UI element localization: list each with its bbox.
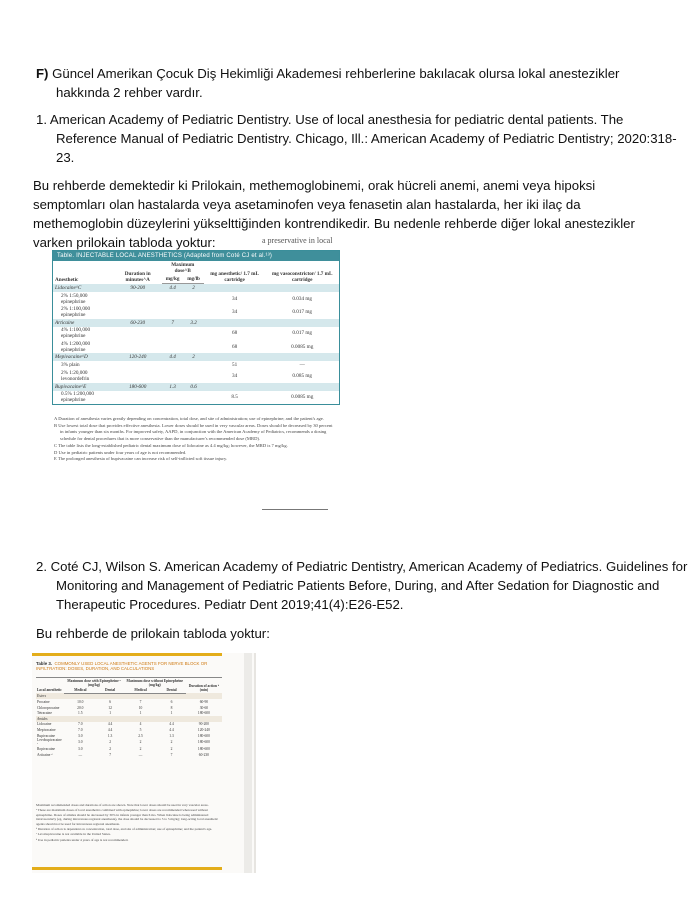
table-cell xyxy=(114,370,162,383)
cut-off-text: a preservative in local xyxy=(262,236,333,245)
accent-bar-bottom xyxy=(32,867,222,870)
col-medical-2: Medical xyxy=(124,687,158,693)
table-2-title xyxy=(36,661,222,672)
table-cell: 180-600 xyxy=(114,383,162,391)
table-cell: 2% 1:100,000 epinephrine xyxy=(61,305,91,318)
table-cell: Amides xyxy=(36,716,64,722)
table-cell: 7 xyxy=(139,700,142,704)
table-cell xyxy=(183,391,203,404)
table-cell: 120-240 xyxy=(114,353,162,361)
table-cell xyxy=(265,383,339,391)
table-cell: 7 xyxy=(162,319,184,327)
table-cell: 7 xyxy=(109,752,111,757)
table-cell: 2 xyxy=(170,747,173,752)
local-anesthetic-agents-table xyxy=(36,677,222,758)
table-cell: 7 xyxy=(170,752,173,757)
table-cell xyxy=(183,292,203,305)
table-cell xyxy=(183,370,203,383)
table-cell: 3.0 xyxy=(78,733,83,738)
table-cell: 20.0 xyxy=(77,705,84,710)
table-cell: 34 xyxy=(231,373,238,380)
col-dental-2: Dental xyxy=(157,687,185,693)
table-row xyxy=(53,305,339,318)
table-row xyxy=(53,361,339,369)
table-cell: 1.3 xyxy=(107,733,113,738)
table-cell xyxy=(162,361,184,369)
footnote: B Use lowest total dose that provides effective anesthesia. Lower doses should be used in very vascular areas. Doses should be decreased by 30 percent in infants younger than six months. For improved safety, AAPD, in conjunction with the American Academy of Pediatrics, recommends a dosing schedule for dental procedures that is more conservative than the manufacturer's recommended dose (MRD). xyxy=(54,422,333,441)
table-cell: 2 xyxy=(109,740,111,745)
table-cell: 0.085 mg xyxy=(292,373,313,380)
table-cell: 4.4 xyxy=(169,722,174,727)
col-with-epinephrine: Maximum dose with Epinephrine ᵃ (mg/kg) xyxy=(64,678,124,688)
table-row xyxy=(53,391,339,404)
footnote: ᵃ These are maximum doses of local anesthetics combined with epinephrine; lower doses are recommended when used without epinephrine. Doses of amides should be decreased by 30% in infants younger than 6 mo. When lidocaine is being administered intravascularly (eg, during intravenous regional anesthesia), the dose should be decreased to 3 to 5 mg/kg; long-acting local anesthetic agents should not be used for intravenous regional anesthesia. xyxy=(36,808,219,826)
table-cell: Lidocaine^C xyxy=(53,284,114,293)
table-row xyxy=(36,738,222,746)
explanation-1: Bu rehberde demektedir ki Prilokain, methemoglobinemi, orak hücreli anemi, anemi veya hipoksi semptomları olan hastalarda veya asetaminofen veya fenasetin alan hastalarda, her iki ilaç da methemoglobin düzeylerini yükselttiğinden kontrendikedir. Bu nedenle rehberde diğer lokal anestezikler varken prilokain tabloda yoktur: xyxy=(33,178,635,250)
table-row xyxy=(36,752,222,758)
table-cell xyxy=(114,327,162,340)
table-cell: 60-230 xyxy=(114,319,162,327)
col-without-epinephrine: Maximum dose without Epinephrine (mg/kg) xyxy=(124,678,186,688)
table-cell xyxy=(162,327,184,340)
col-mg-anesthetic: mg anesthetic/ 1.7 mL cartridge xyxy=(210,270,259,283)
table-cell: 30-60 xyxy=(199,705,209,710)
table-cell: 2% 1:20,000 levonordefrin xyxy=(61,370,90,383)
table-cell: 4.4 xyxy=(169,727,174,732)
table-cell xyxy=(162,391,184,404)
table-cell: 0.017 mg xyxy=(292,330,313,337)
table-cell: 180-600 xyxy=(197,711,210,716)
table-row xyxy=(53,370,339,383)
table-cell: 2 xyxy=(170,740,173,745)
table-2-number: Table 3. xyxy=(36,661,53,666)
table-cell: 7.0 xyxy=(78,722,83,727)
table-cell: 0.5% 1:200,000 epinephrine xyxy=(61,391,94,404)
col-duration-action: Duration of action ᵇ (min) xyxy=(186,678,222,694)
col-medical-1: Medical xyxy=(64,687,96,693)
table-cell xyxy=(114,292,162,305)
table-cell: 4.4 xyxy=(107,727,113,732)
table-cell: 1.3 xyxy=(162,383,184,391)
table-cell: 0.0085 mg xyxy=(291,343,314,350)
col-anesthetic: Anesthetic xyxy=(55,276,79,283)
table-cell: 0.034 mg xyxy=(292,295,313,302)
col-mg-lb: mg/lb xyxy=(183,275,203,284)
table-row xyxy=(53,292,339,305)
table-cell: 4 xyxy=(139,722,142,727)
table-cell xyxy=(265,319,339,327)
table-cell: 34 xyxy=(231,295,238,302)
table-cell: Mepivacaine^D xyxy=(53,353,114,361)
explanation-2: Bu rehberde de prilokain tabloda yoktur: xyxy=(36,626,270,641)
col-dental-1: Dental xyxy=(96,687,123,693)
table-cell: 90-200 xyxy=(198,722,209,727)
table-cell: 6 xyxy=(170,700,173,704)
footnote: E The prolonged anesthesia of bupivacaine can increase risk of self-inflicted soft tissue injury. xyxy=(54,456,228,462)
table-cell: Articaine ᵈ xyxy=(37,752,53,757)
table-2-image xyxy=(32,653,254,873)
table-cell: 2.5 xyxy=(138,733,143,738)
col-mg-vasoconstrictor: mg vasoconstrictor/ 1.7 mL cartridge xyxy=(271,270,333,283)
table-cell: 4.4 xyxy=(107,722,113,727)
table-cell: 6 xyxy=(109,700,111,704)
table-cell: 7.0 xyxy=(78,727,83,732)
table-cell xyxy=(183,340,203,353)
table-cell: — xyxy=(299,362,305,369)
table-cell xyxy=(162,305,184,318)
table-cell: 5 xyxy=(139,727,142,732)
table-cell: 60-230 xyxy=(198,752,209,757)
page-edge xyxy=(244,653,252,873)
table-cell: 2 xyxy=(183,284,203,293)
table-cell: 1.3 xyxy=(169,733,174,738)
section-f-label: F) xyxy=(36,66,49,81)
table-cell: — xyxy=(78,752,83,757)
table-cell: Bupivacaine xyxy=(37,733,55,738)
table-cell: 180-600 xyxy=(197,740,210,745)
footnote: A Duration of anesthesia varies greatly depending on concentration, total dose, and site of administration; use of epinephrine; and the patient's age. xyxy=(54,416,324,421)
section-f-text: Güncel Amerikan Çocuk Diş Hekimliği Akademesi rehberlerine bakılacak olursa lokal anestezikler hakkında 2 rehber vardır. xyxy=(48,66,620,100)
table-1-notes xyxy=(54,416,336,463)
table-cell: 60-90 xyxy=(199,700,209,704)
col-duration: Duration in minutes^A xyxy=(124,270,151,283)
reference-2: 2. Coté CJ, Wilson S. American Academy of Pediatric Dentistry, American Academy of Pediatrics. Guidelines for Monitoring and Management of Pediatric Patients Before, During, and After Sedation for Diagnostic and Therapeutic Procedures. Pediatr Dent 2019;41(4):E26-E52. xyxy=(36,559,688,612)
footnote: ᵇ Duration of action is dependent on concentration, total dose, and site of administration; use of epinephrine; and the patient's age. xyxy=(36,827,213,832)
table-cell: Bupivacaine^E xyxy=(53,383,114,391)
table-row xyxy=(53,353,339,361)
table-cell: 2 xyxy=(139,747,142,752)
table-cell: 3.0 xyxy=(78,747,83,752)
table-cell: 8.5 xyxy=(231,394,238,401)
table-cell: Levobupivacaine ᶜ xyxy=(37,738,62,747)
table-cell xyxy=(183,361,203,369)
table-cell xyxy=(162,370,184,383)
footnote: D Use in pediatric patients under four years of age is not recommended. xyxy=(54,449,187,455)
table-cell xyxy=(162,340,184,353)
table-cell: 68 xyxy=(231,343,238,350)
table-cell: 3% plain xyxy=(61,362,80,369)
table-cell: Lidocaine xyxy=(37,722,52,727)
table-cell xyxy=(204,353,266,361)
table-cell xyxy=(183,327,203,340)
table-cell: 10.0 xyxy=(77,700,84,704)
table-cell: 4% 1:100,000 epinephrine xyxy=(61,327,91,340)
table-cell: 4.4 xyxy=(162,284,184,293)
table-cell: 12 xyxy=(108,705,112,710)
table-cell: 10 xyxy=(138,705,143,710)
table-cell: Procaine xyxy=(37,700,50,704)
col-max-dose: Maximum dose^B xyxy=(171,262,195,274)
table-cell: 2 xyxy=(139,740,142,745)
table-cell: 68 xyxy=(231,330,238,337)
table-cell: Esters xyxy=(36,693,64,699)
table-cell: 0.0085 mg xyxy=(291,394,314,401)
divider-line xyxy=(262,509,328,510)
table-cell xyxy=(183,305,203,318)
table-cell: 1 xyxy=(109,711,111,716)
table-cell: 1 xyxy=(139,711,142,716)
table-cell: 2% 1:50,000 epinephrine xyxy=(61,292,88,305)
table-cell: — xyxy=(138,752,143,757)
table-cell: 0.6 xyxy=(183,383,203,391)
table-cell: 180-600 xyxy=(197,733,210,738)
table-cell: 2 xyxy=(183,353,203,361)
table-cell: 4.4 xyxy=(162,353,184,361)
table-cell: 51 xyxy=(231,362,238,369)
table-1-image xyxy=(52,236,348,516)
col-mg-kg: mg/kg xyxy=(162,275,184,284)
table-1-title: Table. INJECTABLE LOCAL ANESTHETICS (Adapted from Coté CJ et al.¹³) xyxy=(53,251,339,261)
footnote: ᵈ Use in pediatric patients under 4 years of age is not recommended. xyxy=(36,837,129,842)
table-cell: 0.017 mg xyxy=(292,308,313,315)
table-cell: 120-240 xyxy=(197,727,210,732)
table-cell xyxy=(114,361,162,369)
table-cell: 34 xyxy=(231,308,238,315)
table-cell: Ropivacaine xyxy=(37,747,55,752)
table-cell: Mepivacaine xyxy=(37,727,56,732)
table-cell xyxy=(114,391,162,404)
table-cell: Tetracaine xyxy=(37,711,52,716)
table-cell: 1.5 xyxy=(78,711,83,716)
section-f-paragraph xyxy=(36,64,676,102)
table-cell xyxy=(162,292,184,305)
table-cell: Articaine xyxy=(53,319,114,327)
table-cell: 3.2 xyxy=(183,319,203,327)
table-cell xyxy=(265,284,339,293)
accent-bar-top xyxy=(32,653,222,656)
table-cell: Chloroprocaine xyxy=(37,705,60,710)
table-cell: 4% 1:200,000 epinephrine xyxy=(61,340,91,353)
reference-1: 1. American Academy of Pediatric Dentistry. Use of local anesthesia for pediatric dental patients. The Reference Manual of Pediatric Dentistry. Chicago, Ill.: American Academy of Pediatric Dentistry; 2020:318-23. xyxy=(36,112,677,165)
table-2-heading: COMMONLY USED LOCAL ANESTHETIC AGENTS FOR NERVE BLOCK OR INFILTRATION: DOSES, DURATION, AND CALCULATIONS xyxy=(36,661,208,672)
table-cell xyxy=(265,353,339,361)
table-row xyxy=(53,383,339,391)
footnote: ᶜ Levobupivacaine is not available in the United States. xyxy=(36,832,111,837)
footnote: Maximum recommended doses and durations of action are shown. Note that lower doses should be used in very vascular areas. xyxy=(36,803,209,807)
table-cell xyxy=(204,284,266,293)
table-row xyxy=(53,284,339,293)
footnote: C The table lists the long-established pediatric dental maximum dose of lidocaine as 4.4 mg/kg; however, the MRD is 7 mg/kg. xyxy=(54,442,288,448)
table-cell xyxy=(114,340,162,353)
table-cell xyxy=(114,305,162,318)
table-cell: 2 xyxy=(109,747,111,752)
table-cell xyxy=(204,319,266,327)
table-cell: 3.0 xyxy=(78,740,83,745)
col-local-anesthetic: Local anesthetic xyxy=(36,678,64,694)
table-row xyxy=(53,327,339,340)
table-cell: 8 xyxy=(170,705,173,710)
table-cell xyxy=(204,383,266,391)
injectable-local-anesthetics-table xyxy=(52,250,340,405)
table-row xyxy=(53,319,339,327)
table-2-notes xyxy=(36,803,222,843)
table-cell: 180-600 xyxy=(197,747,210,752)
table-row xyxy=(53,340,339,353)
table-cell: 90-200 xyxy=(114,284,162,293)
table-cell: 1 xyxy=(170,711,173,716)
